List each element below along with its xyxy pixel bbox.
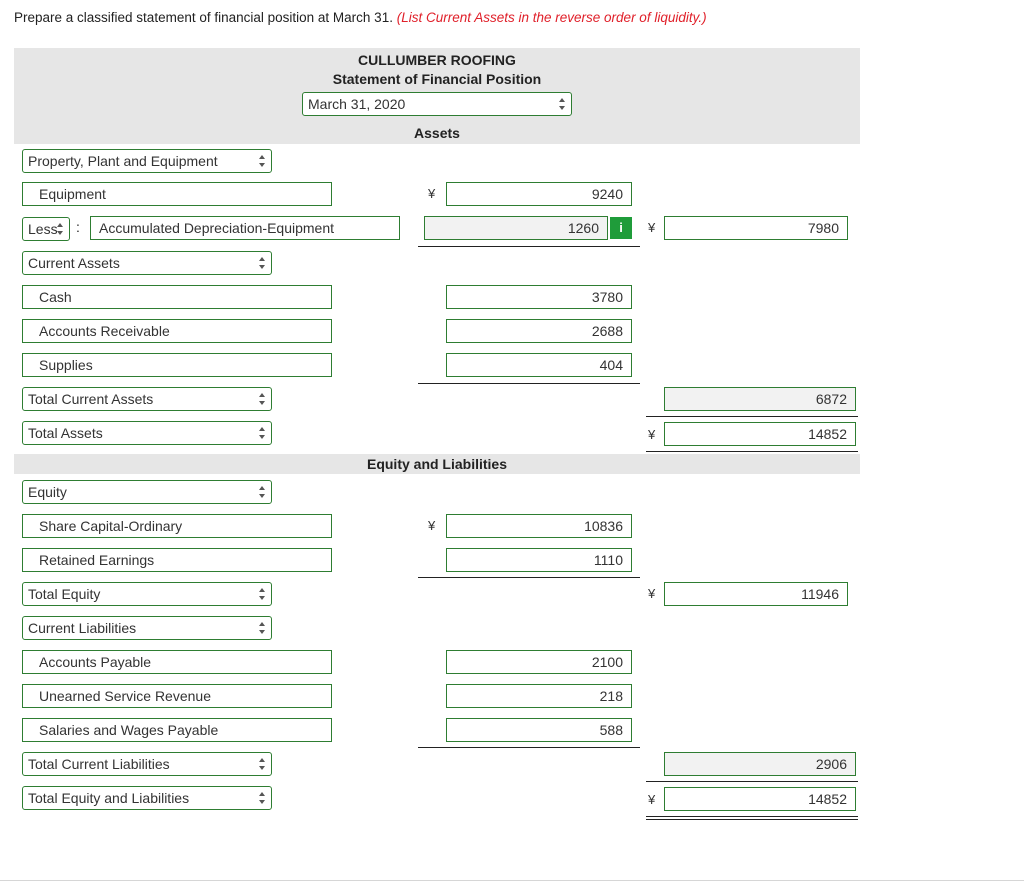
page-divider xyxy=(0,880,1024,881)
total-current-liabilities-input[interactable]: 2906 xyxy=(664,752,856,776)
select-arrows-icon xyxy=(259,257,265,269)
equipment-label-input[interactable]: Equipment xyxy=(22,182,332,206)
current-liabilities-select[interactable] xyxy=(22,616,272,640)
total-rule xyxy=(646,781,858,782)
total-equity-liabilities-select-value: Total Equity and Liabilities xyxy=(28,790,190,806)
ppe-select[interactable] xyxy=(22,149,272,173)
date-select[interactable] xyxy=(302,92,572,116)
colon-separator: : xyxy=(76,219,80,235)
share-capital-amount-input[interactable]: 10836 xyxy=(446,514,632,538)
accum-dep-amount-input[interactable]: 1260 xyxy=(424,216,608,240)
select-arrows-icon xyxy=(259,758,265,770)
date-select-value: March 31, 2020 xyxy=(308,96,406,112)
info-icon[interactable]: i xyxy=(610,217,632,239)
unearned-label-input[interactable]: Unearned Service Revenue xyxy=(22,684,332,708)
accum-dep-label-input[interactable]: Accumulated Depreciation-Equipment xyxy=(90,216,400,240)
total-current-assets-select-value: Total Current Assets xyxy=(28,391,154,407)
statement-title: Statement of Financial Position xyxy=(332,71,542,87)
currency-symbol: ¥ xyxy=(648,427,656,442)
salaries-amount-input[interactable]: 588 xyxy=(446,718,632,742)
total-current-assets-input[interactable]: 6872 xyxy=(664,387,856,411)
supplies-label-input[interactable]: Supplies xyxy=(22,353,332,377)
total-current-assets-select[interactable] xyxy=(22,387,272,411)
select-arrows-icon xyxy=(259,155,265,167)
total-current-liabilities-select-value: Total Current Liabilities xyxy=(28,756,170,772)
total-rule xyxy=(646,416,858,417)
retained-label-input[interactable]: Retained Earnings xyxy=(22,548,332,572)
ppe-select-value: Property, Plant and Equipment xyxy=(28,153,218,169)
ppe-net-total-input[interactable]: 7980 xyxy=(664,216,848,240)
currency-symbol: ¥ xyxy=(648,220,656,235)
less-select-value: Less xyxy=(28,221,58,237)
total-assets-select-value: Total Assets xyxy=(28,425,103,441)
receivable-label-input[interactable]: Accounts Receivable xyxy=(22,319,332,343)
instructions xyxy=(14,10,707,25)
double-rule-top xyxy=(646,816,858,817)
supplies-amount-input[interactable]: 404 xyxy=(446,353,632,377)
double-rule-bottom xyxy=(646,819,858,820)
share-capital-label-input[interactable]: Share Capital-Ordinary xyxy=(22,514,332,538)
select-arrows-icon xyxy=(259,588,265,600)
currency-symbol: ¥ xyxy=(428,518,436,533)
unearned-amount-input[interactable]: 218 xyxy=(446,684,632,708)
cash-label-input[interactable]: Cash xyxy=(22,285,332,309)
currency-symbol: ¥ xyxy=(648,792,656,807)
total-equity-liabilities-input[interactable]: 14852 xyxy=(664,787,856,811)
instructions-note: (List Current Assets in the reverse order of liquidity.) xyxy=(396,10,707,25)
select-arrows-icon xyxy=(259,486,265,498)
total-equity-select[interactable] xyxy=(22,582,272,606)
select-arrows-icon xyxy=(259,792,265,804)
receivable-amount-input[interactable]: 2688 xyxy=(446,319,632,343)
payable-amount-input[interactable]: 2100 xyxy=(446,650,632,674)
subtotal-rule xyxy=(418,747,640,748)
equipment-amount-input[interactable]: 9240 xyxy=(446,182,632,206)
less-select[interactable] xyxy=(22,217,70,241)
total-assets-select[interactable] xyxy=(22,421,272,445)
subtotal-rule xyxy=(418,577,640,578)
currency-symbol: ¥ xyxy=(648,586,656,601)
total-equity-liabilities-select[interactable] xyxy=(22,786,272,810)
equity-select[interactable] xyxy=(22,480,272,504)
equity-select-value: Equity xyxy=(28,484,67,500)
select-arrows-icon xyxy=(559,98,565,110)
section-assets: Assets xyxy=(414,125,460,141)
company-name: CULLUMBER ROOFING xyxy=(358,52,516,68)
total-assets-input[interactable]: 14852 xyxy=(664,422,856,446)
cash-amount-input[interactable]: 3780 xyxy=(446,285,632,309)
section-equity-liabilities: Equity and Liabilities xyxy=(366,456,508,472)
total-current-liabilities-select[interactable] xyxy=(22,752,272,776)
total-equity-input[interactable]: 11946 xyxy=(664,582,848,606)
select-arrows-icon xyxy=(259,393,265,405)
current-assets-select[interactable] xyxy=(22,251,272,275)
select-arrows-icon xyxy=(259,427,265,439)
instructions-text: Prepare a classified statement of financial position at March 31. xyxy=(14,10,393,25)
subtotal-rule xyxy=(418,246,640,247)
current-liabilities-select-value: Current Liabilities xyxy=(28,620,137,636)
subtotal-rule xyxy=(418,383,640,384)
salaries-label-input[interactable]: Salaries and Wages Payable xyxy=(22,718,332,742)
double-rule-top xyxy=(646,451,858,452)
current-assets-select-value: Current Assets xyxy=(28,255,120,271)
select-arrows-icon xyxy=(259,622,265,634)
total-equity-select-value: Total Equity xyxy=(28,586,101,602)
select-arrows-icon xyxy=(57,223,63,235)
currency-symbol: ¥ xyxy=(428,186,436,201)
retained-amount-input[interactable]: 1110 xyxy=(446,548,632,572)
payable-label-input[interactable]: Accounts Payable xyxy=(22,650,332,674)
